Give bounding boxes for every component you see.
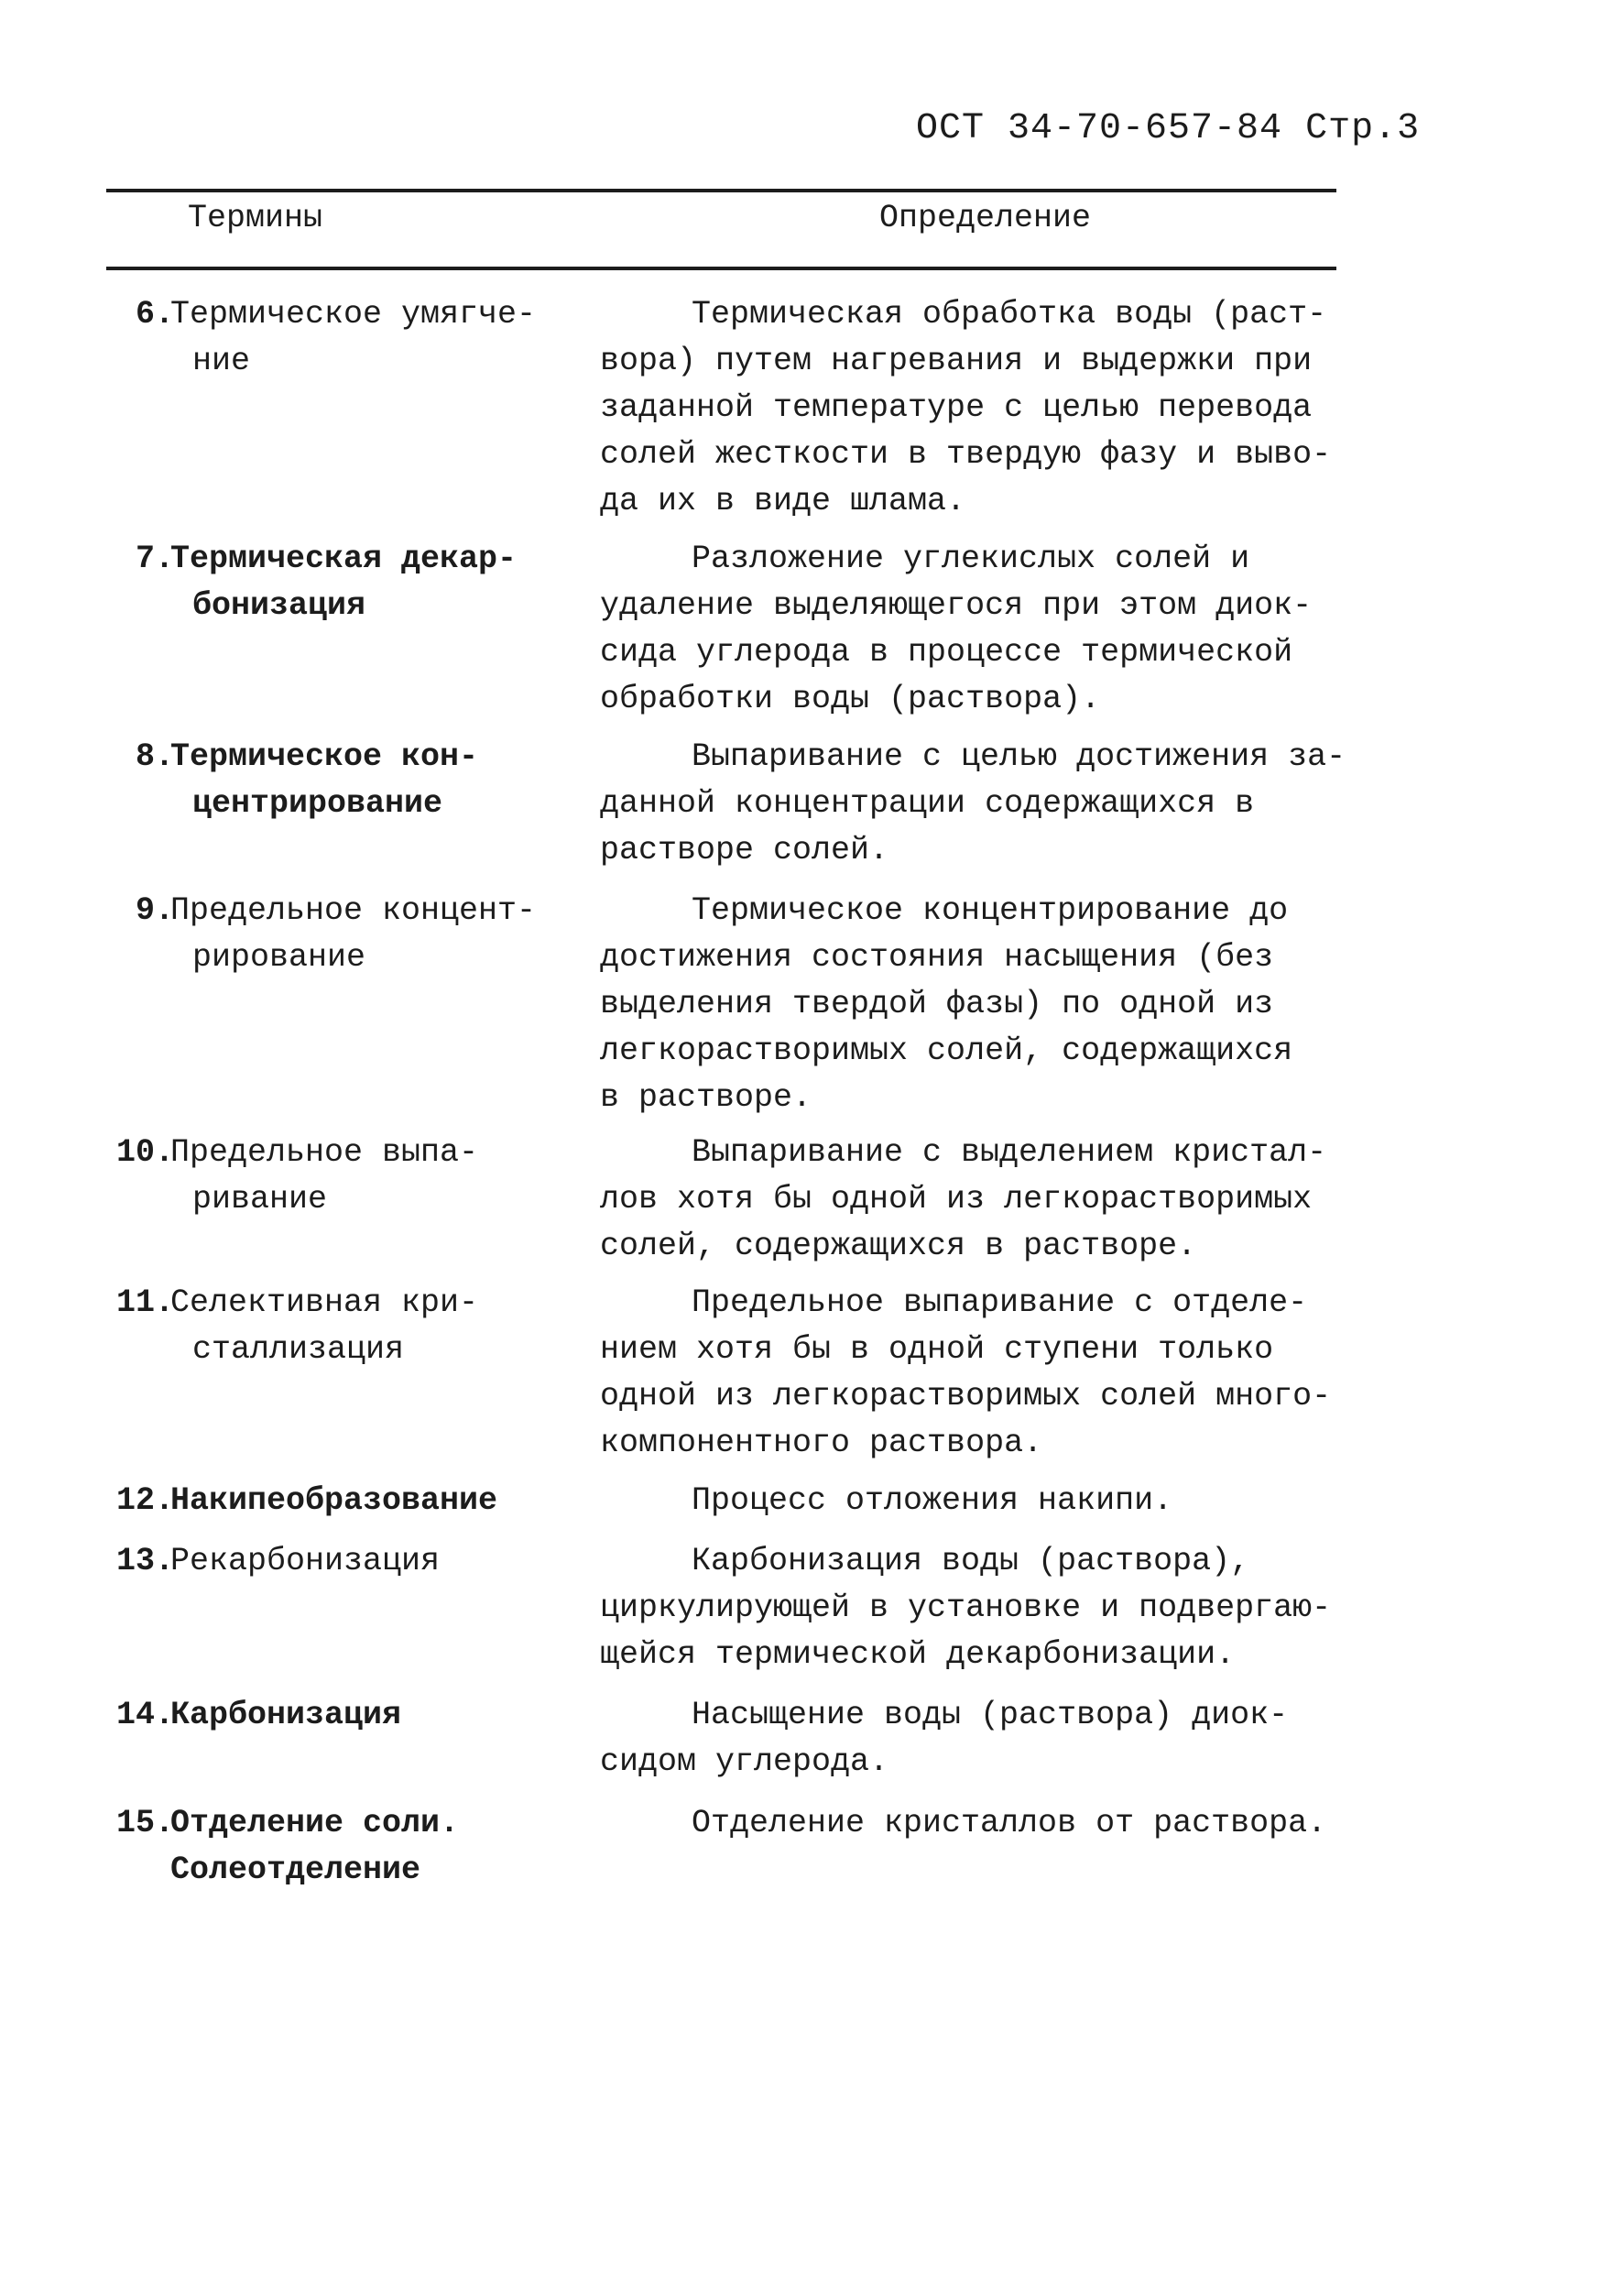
- term-text: [170, 734, 555, 827]
- definition-line: достижения состояния насыщения (без: [600, 939, 1274, 976]
- table-row: [0, 536, 1624, 734]
- term-number: 13.: [115, 1543, 174, 1579]
- table-row: [0, 1538, 1624, 1692]
- definition-text: [600, 1800, 1346, 1847]
- term-line: Отделение соли.: [170, 1805, 460, 1841]
- term-number: 11.: [115, 1284, 174, 1321]
- definition-line: растворе солей.: [600, 832, 889, 868]
- table-row: [0, 1130, 1624, 1280]
- term-number: 9.: [135, 892, 174, 929]
- terms-table: [0, 291, 1624, 1901]
- table-top-rule: [106, 189, 1336, 192]
- definition-text: [600, 1538, 1346, 1678]
- definition-text: [600, 536, 1346, 723]
- term-line: Термическая декар-: [170, 541, 518, 577]
- term-number: 14.: [115, 1697, 174, 1733]
- term-line: Карбонизация: [170, 1697, 402, 1733]
- term-text: [170, 1538, 555, 1585]
- definition-text: [600, 1478, 1346, 1524]
- table-row: [0, 291, 1624, 536]
- document-reference: ОСТ 34-70-657-84 Стр.3: [916, 108, 1421, 149]
- term-line: Селективная кри-: [170, 1284, 479, 1321]
- table-row: [0, 888, 1624, 1130]
- term-text: [170, 291, 555, 385]
- definition-text: [600, 1130, 1346, 1270]
- definition-line: циркулирующей в установке и подвергаю-: [600, 1589, 1332, 1626]
- definition-text: [600, 1692, 1346, 1786]
- term-line: Солеотделение: [170, 1851, 421, 1888]
- definition-line: сида углерода в процессе термической: [600, 634, 1293, 671]
- definition-line: вора) путем нагревания и выдержки при: [600, 343, 1313, 379]
- table-row: [0, 734, 1624, 888]
- definition-line: удаление выделяющегося при этом диок-: [600, 587, 1313, 624]
- term-line: центрирование: [192, 785, 443, 822]
- term-line: Предельное выпа-: [170, 1134, 479, 1171]
- definition-line: Выпаривание с выделением кристал-: [692, 1134, 1327, 1171]
- definition-line: данной концентрации содержащихся в: [600, 785, 1255, 822]
- term-number: 7.: [135, 541, 174, 577]
- definition-line: Насыщение воды (раствора) диок-: [692, 1697, 1289, 1733]
- term-line: Рекарбонизация: [170, 1543, 441, 1579]
- definition-line: обработки воды (раствора).: [600, 681, 1101, 717]
- definition-line: Термическое концентрирование до: [692, 892, 1289, 929]
- term-number: 10.: [115, 1134, 174, 1171]
- definition-line: да их в виде шлама.: [600, 483, 966, 519]
- term-line: Термическое умягче-: [170, 296, 537, 333]
- definition-line: компонентного раствора.: [600, 1425, 1043, 1461]
- term-text: [170, 536, 555, 629]
- term-text: [170, 1692, 555, 1739]
- term-text: [170, 1800, 555, 1894]
- term-line: Предельное концент-: [170, 892, 537, 929]
- term-text: [170, 1478, 555, 1524]
- table-row: [0, 1280, 1624, 1478]
- definition-line: в растворе.: [600, 1079, 812, 1116]
- definition-line: лов хотя бы одной из легкорастворимых: [600, 1181, 1313, 1218]
- term-line: рирование: [192, 939, 366, 976]
- term-line: бонизация: [192, 587, 366, 624]
- definition-line: щейся термической декарбонизации.: [600, 1636, 1236, 1673]
- table-row: [0, 1800, 1624, 1901]
- definition-line: заданной температуре с целью перевода: [600, 389, 1313, 426]
- definition-line: легкорастворимых солей, содержащихся: [600, 1032, 1293, 1069]
- term-line: Накипеобразование: [170, 1482, 498, 1519]
- term-number: 12.: [115, 1482, 174, 1519]
- term-text: [170, 1280, 555, 1373]
- definition-line: выделения твердой фазы) по одной из: [600, 986, 1274, 1022]
- term-line: сталлизация: [192, 1331, 405, 1368]
- definition-line: Выпаривание с целью достижения за-: [692, 738, 1346, 775]
- term-number: 6.: [135, 296, 174, 333]
- definition-line: сидом углерода.: [600, 1743, 889, 1780]
- definition-text: [600, 291, 1346, 525]
- table-header-rule: [106, 267, 1336, 270]
- definition-text: [600, 1280, 1346, 1467]
- term-number: 15.: [115, 1805, 174, 1841]
- table-row: [0, 1692, 1624, 1800]
- definition-line: Разложение углекислых солей и: [692, 541, 1250, 577]
- column-header-terms: Термины: [188, 200, 323, 236]
- term-line: ние: [192, 343, 251, 379]
- definition-line: Термическая обработка воды (раст-: [692, 296, 1327, 333]
- definition-line: солей жесткости в твердую фазу и выво-: [600, 436, 1332, 473]
- definition-line: Процесс отложения накипи.: [692, 1482, 1173, 1519]
- definition-line: Отделение кристаллов от раствора.: [692, 1805, 1327, 1841]
- term-text: [170, 888, 555, 981]
- definition-line: солей, содержащихся в растворе.: [600, 1228, 1197, 1264]
- definition-text: [600, 888, 1346, 1121]
- term-line: ривание: [192, 1181, 328, 1218]
- definition-text: [600, 734, 1346, 874]
- definition-line: одной из легкорастворимых солей много-: [600, 1378, 1332, 1415]
- term-number: 8.: [135, 738, 174, 775]
- definition-line: нием хотя бы в одной ступени только: [600, 1331, 1274, 1368]
- term-line: Термическое кон-: [170, 738, 479, 775]
- term-text: [170, 1130, 555, 1223]
- table-row: [0, 1478, 1624, 1538]
- definition-line: Предельное выпаривание с отделе-: [692, 1284, 1308, 1321]
- column-header-definition: Определение: [879, 200, 1092, 236]
- definition-line: Карбонизация воды (раствора),: [692, 1543, 1250, 1579]
